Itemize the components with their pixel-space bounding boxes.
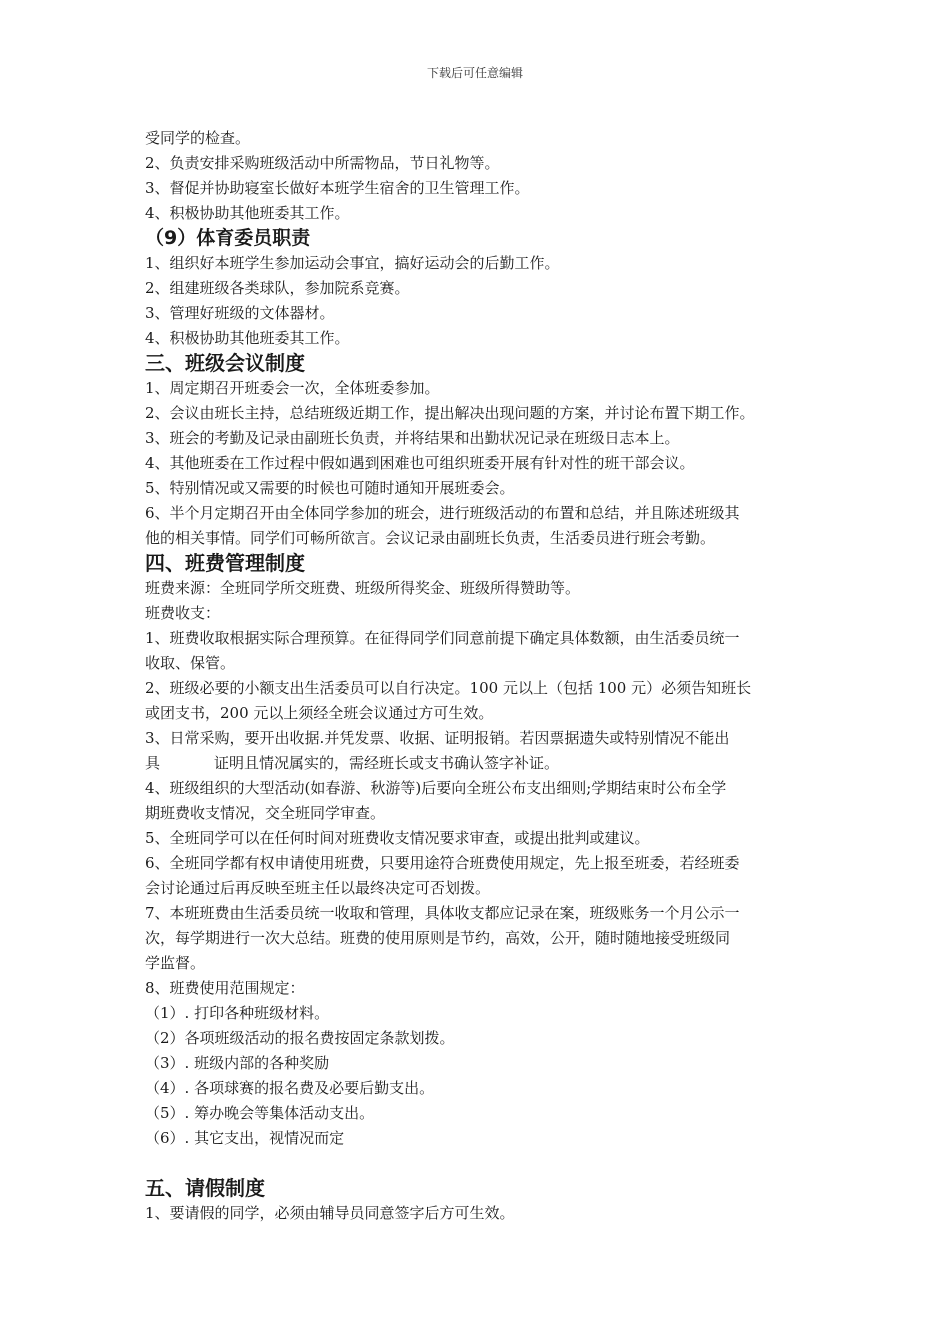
fee-income-label: 班费收支： — [145, 604, 221, 622]
fee-source: 班费来源：全班同学所交班费、班级所得奖金、班级所得赞助等。 — [145, 579, 581, 597]
text-fragment: 证明且情况属实的，需经班长或支书确认签字补证。 — [214, 754, 560, 772]
list-item-continuation: 他的相关事情。同学们可畅所欲言。会议记录由副班长负责，生活委员进行班会考勤。 — [145, 529, 716, 547]
sub-list-item: （3）. 班级内部的各种奖励 — [145, 1054, 330, 1072]
list-item: 3、管理好班级的文体器材。 — [145, 304, 335, 322]
list-item: 2、组建班级各类球队，参加院系竞赛。 — [145, 279, 410, 297]
list-item-continuation: 学监督。 — [145, 954, 206, 972]
list-item: 2、负责安排采购班级活动中所需物品，节日礼物等。 — [145, 154, 500, 172]
list-item: 4、积极协助其他班委其工作。 — [145, 329, 350, 347]
list-item-continuation: 会讨论通过后再反映至班主任以最终决定可否划拨。 — [145, 879, 491, 897]
sub-list-item: （1）. 打印各种班级材料。 — [145, 1004, 330, 1022]
list-item-continuation: 或团支书，200 元以上须经全班会议通过方可生效。 — [145, 704, 494, 722]
list-item: 3、日常采购，要开出收据.并凭发票、收据、证明报销。若因票据遗失或特别情况不能出 — [145, 729, 730, 747]
text-fragment: 具 — [145, 754, 161, 772]
sub-list-item: （4）. 各项球赛的报名费及必要后勤支出。 — [145, 1079, 435, 1097]
section-heading-class-meeting: 三、班级会议制度 — [145, 351, 305, 375]
blank-line — [145, 1151, 825, 1176]
list-item-continuation — [145, 751, 825, 776]
list-item-continuation: 期班费收支情况，交全班同学审查。 — [145, 804, 386, 822]
list-item: 1、要请假的同学，必须由辅导员同意签字后方可生效。 — [145, 1204, 515, 1222]
section-heading-class-fee: 四、班费管理制度 — [145, 551, 305, 575]
section-heading-leave: 五、请假制度 — [145, 1176, 265, 1200]
document-body — [145, 126, 825, 1226]
list-item: 6、半个月定期召开由全体同学参加的班会，进行班级活动的布置和总结，并且陈述班级其 — [145, 504, 740, 522]
list-item: 2、班级必要的小额支出生活委员可以自行决定。100 元以上（包括 100 元）必须告知班长 — [145, 679, 752, 697]
list-item: 3、督促并协助寝室长做好本班学生宿舍的卫生管理工作。 — [145, 179, 530, 197]
list-item: 6、全班同学都有权申请使用班费，只要用途符合班费使用规定，先上报至班委，若经班委 — [145, 854, 740, 872]
section-heading-pe-committee: （9）体育委员职责 — [145, 227, 311, 249]
list-item: 4、其他班委在工作过程中假如遇到困难也可组织班委开展有针对性的班干部会议。 — [145, 454, 695, 472]
paragraph-line: 受同学的检查。 — [145, 129, 251, 147]
list-item: 8、班费使用范围规定： — [145, 979, 305, 997]
list-item: 5、特别情况或又需要的时候也可随时通知开展班委会。 — [145, 479, 515, 497]
page-header: 下载后可任意编辑 — [426, 66, 523, 80]
list-item: 4、积极协助其他班委其工作。 — [145, 204, 350, 222]
list-item: 1、班费收取根据实际合理预算。在征得同学们同意前提下确定具体数额，由生活委员统一 — [145, 629, 740, 647]
list-item: 7、本班班费由生活委员统一收取和管理，具体收支都应记录在案，班级账务一个月公示一 — [145, 904, 740, 922]
sub-list-item: （6）. 其它支出，视情况而定 — [145, 1129, 345, 1147]
sub-list-item: （2）各项班级活动的报名费按固定条款划拨。 — [145, 1029, 455, 1047]
list-item: 1、周定期召开班委会一次，全体班委参加。 — [145, 379, 440, 397]
list-item: 2、会议由班长主持，总结班级近期工作，提出解决出现问题的方案，并讨论布置下期工作。 — [145, 404, 755, 422]
list-item: 3、班会的考勤及记录由副班长负责，并将结果和出勤状况记录在班级日志本上。 — [145, 429, 680, 447]
list-item: 5、全班同学可以在任何时间对班费收支情况要求审查，或提出批判或建议。 — [145, 829, 650, 847]
list-item: 1、组织好本班学生参加运动会事宜，搞好运动会的后勤工作。 — [145, 254, 560, 272]
list-item: 4、班级组织的大型活动(如春游、秋游等)后要向全班公布支出细则;学期结束时公布全学 — [145, 779, 727, 797]
list-item-continuation: 收取、保管。 — [145, 654, 236, 672]
sub-list-item: （5）. 筹办晚会等集体活动支出。 — [145, 1104, 375, 1122]
list-item-continuation: 次，每学期进行一次大总结。班费的使用原则是节约，高效，公开，随时随地接受班级同 — [145, 929, 731, 947]
